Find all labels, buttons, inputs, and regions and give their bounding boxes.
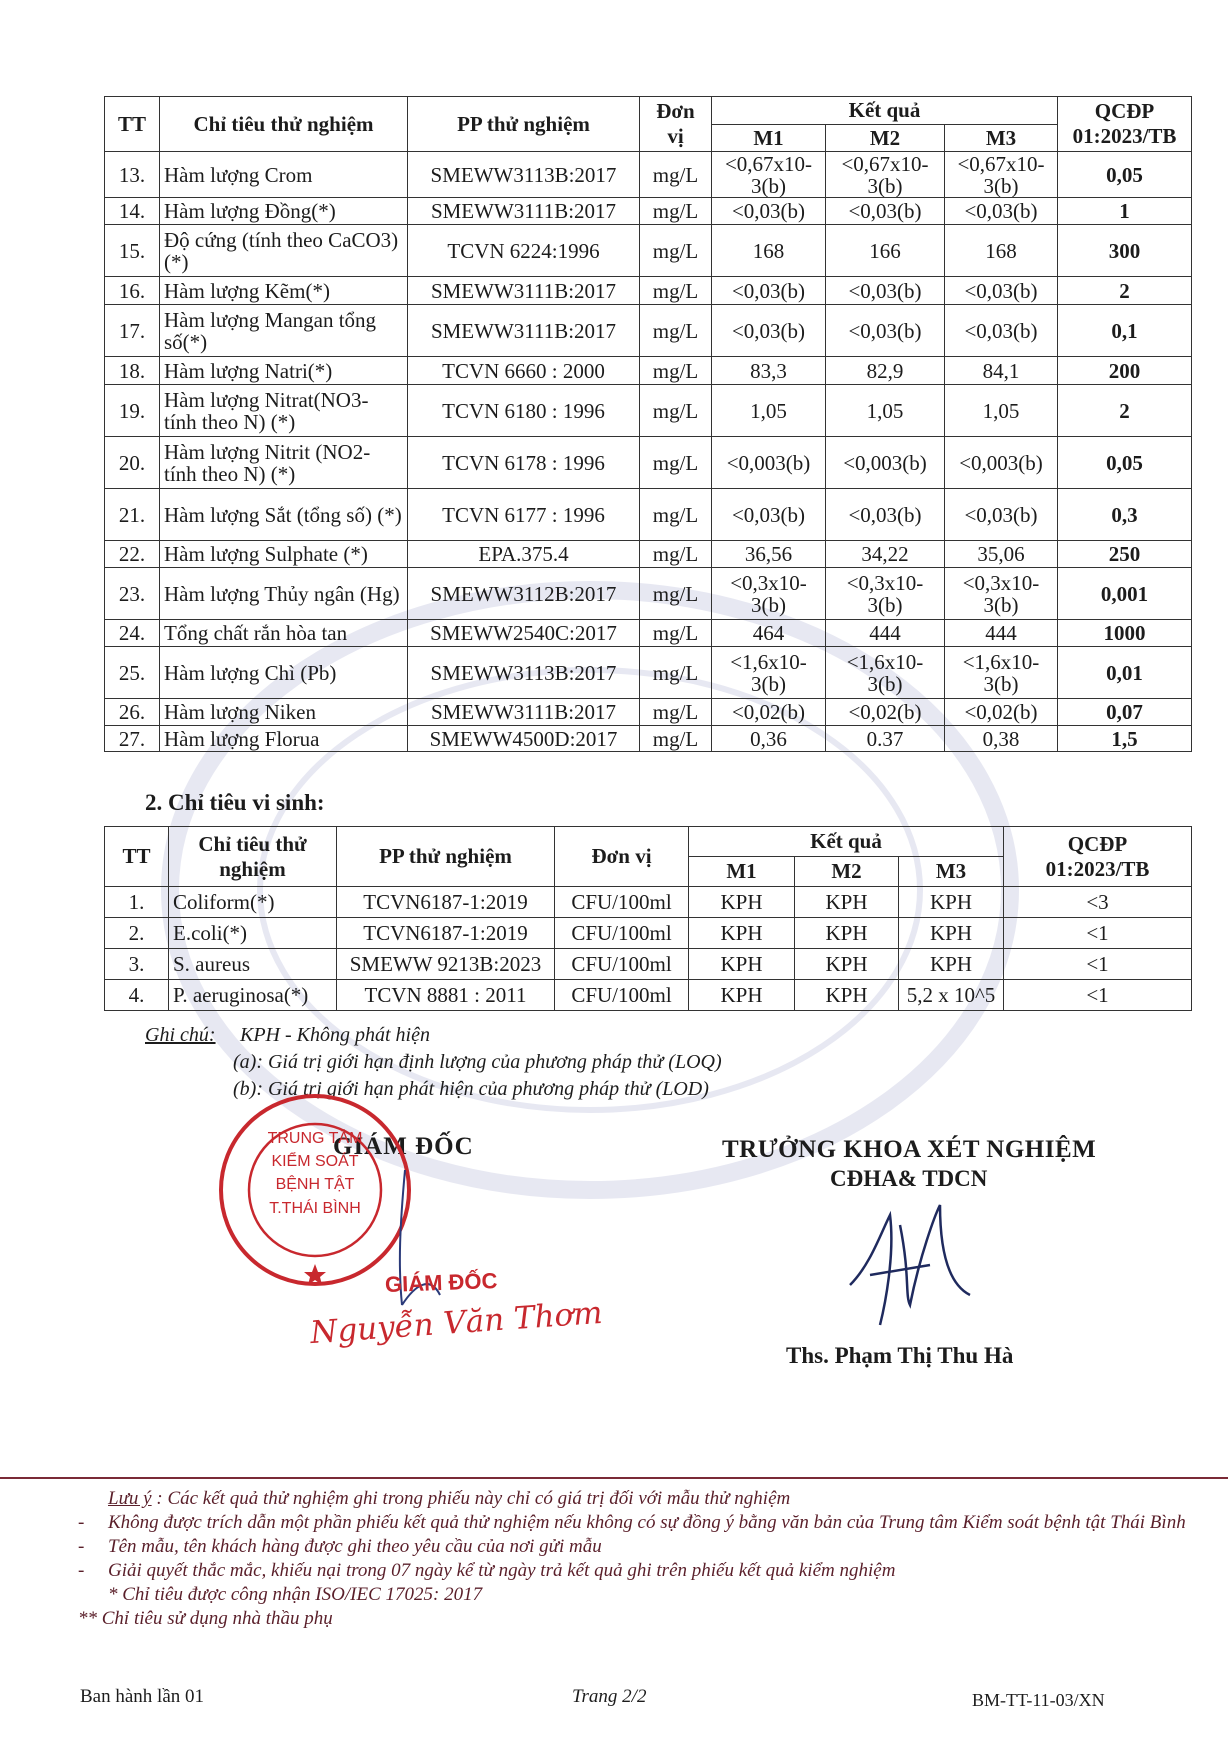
cell-name: Hàm lượng Sulphate (*): [160, 541, 408, 568]
cell-qcdp: 0,07: [1058, 699, 1192, 726]
cell-method: TCVN 6178 : 1996: [408, 437, 640, 489]
col-unit: Đơn vị: [640, 97, 712, 152]
cell-name: Hàm lượng Sắt (tổng số) (*): [160, 489, 408, 541]
cell-m3: <0,03(b): [945, 277, 1058, 305]
cell-method: TCVN 6180 : 1996: [408, 385, 640, 437]
note-kph: KPH - Không phát hiện: [240, 1024, 430, 1046]
cell-unit: mg/L: [640, 152, 712, 198]
cell-name: Hàm lượng Chì (Pb): [160, 647, 408, 699]
cell-m1: <1,6x10-3(b): [712, 647, 826, 699]
table-row: [105, 647, 1192, 699]
cell-m3: 0,38: [945, 726, 1058, 752]
cell-unit: mg/L: [640, 699, 712, 726]
cell-tt: 3.: [105, 949, 169, 980]
head-title: TRƯỞNG KHOA XÉT NGHIỆM: [722, 1136, 1097, 1163]
col-qcdp: QCĐP 01:2023/TB: [1058, 97, 1192, 152]
cell-qcdp: 0,3: [1058, 489, 1192, 541]
table-row: [105, 887, 1192, 918]
col-tt: TT: [105, 97, 160, 152]
luu-y-text: : Các kết quả thử nghiệm ghi trong phiếu này chỉ có giá trị đối với mẫu thử nghiệm: [151, 1488, 791, 1509]
cell-qcdp: 1000: [1058, 620, 1192, 647]
cell-qcdp: 250: [1058, 541, 1192, 568]
cell-method: TCVN 6224:1996: [408, 225, 640, 277]
director-red-title: GIÁM ĐỐC: [384, 1268, 498, 1297]
cell-method: SMEWW3111B:2017: [408, 277, 640, 305]
cell-m1: <0,03(b): [712, 489, 826, 541]
cell-m2: KPH: [795, 918, 899, 949]
cell-unit: CFU/100ml: [555, 918, 689, 949]
cell-method: SMEWW3111B:2017: [408, 699, 640, 726]
luu-y-label: Lưu ý: [108, 1488, 152, 1509]
col-unit: Đơn vị: [555, 827, 689, 887]
head-signature-icon: [840, 1195, 990, 1335]
table-row: [105, 489, 1192, 541]
col-indicator: Chỉ tiêu thử nghiệm: [160, 97, 408, 152]
page-number: Trang 2/2: [572, 1686, 647, 1707]
cell-m2: <0,03(b): [826, 305, 945, 357]
cell-unit: mg/L: [640, 647, 712, 699]
col-m1: M1: [689, 857, 795, 887]
note-a: (a): Giá trị giới hạn định lượng của phương pháp thử (LOQ): [233, 1051, 722, 1073]
cell-tt: 15.: [105, 225, 160, 277]
cell-m3: <0,003(b): [945, 437, 1058, 489]
footnote-divider: [0, 1477, 1228, 1479]
cell-unit: CFU/100ml: [555, 887, 689, 918]
cell-m1: 168: [712, 225, 826, 277]
cell-name: Hàm lượng Kẽm(*): [160, 277, 408, 305]
cell-method: SMEWW3113B:2017: [408, 647, 640, 699]
cell-m1: KPH: [689, 918, 795, 949]
issue-number: Ban hành lần 01: [80, 1686, 205, 1707]
head-department: CĐHA& TDCN: [830, 1166, 988, 1191]
cell-m3: KPH: [899, 949, 1004, 980]
col-m2: M2: [795, 857, 899, 887]
cell-name: Độ cứng (tính theo CaCO3) (*): [160, 225, 408, 277]
cell-unit: mg/L: [640, 357, 712, 385]
form-code: BM-TT-11-03/XN: [972, 1690, 1105, 1710]
cell-qcdp: 1: [1058, 198, 1192, 225]
cell-m2: 82,9: [826, 357, 945, 385]
cell-m2: KPH: [795, 949, 899, 980]
cell-m1: <0,03(b): [712, 198, 826, 225]
cell-m2: 166: [826, 225, 945, 277]
table-row: [105, 305, 1192, 357]
cell-m3: <0,03(b): [945, 489, 1058, 541]
cell-name: Hàm lượng Nitrit (NO2- tính theo N) (*): [160, 437, 408, 489]
cell-m3: <0,67x10-3(b): [945, 152, 1058, 198]
cell-method: TCVN 8881 : 2011: [337, 980, 555, 1011]
cell-qcdp: 0,001: [1058, 568, 1192, 620]
cell-name: Hàm lượng Crom: [160, 152, 408, 198]
stamp-text-line: KIỂM SOÁT: [271, 1153, 359, 1170]
cell-name: P. aeruginosa(*): [169, 980, 337, 1011]
cell-unit: mg/L: [640, 620, 712, 647]
cell-qcdp: 0,05: [1058, 152, 1192, 198]
table-row: [105, 568, 1192, 620]
cell-m1: 83,3: [712, 357, 826, 385]
cell-tt: 14.: [105, 198, 160, 225]
cell-m3: <0,03(b): [945, 305, 1058, 357]
footnote-item: Không được trích dẫn một phần phiếu kết quả thử nghiệm nếu không có sự đồng ý bằng văn bản của Trung tâm Kiểm soát bệnh tật Thái Bình: [108, 1512, 1186, 1533]
footnote-star2: ** Chỉ tiêu sử dụng nhà thầu phụ: [78, 1608, 333, 1629]
cell-m1: KPH: [689, 980, 795, 1011]
cell-method: TCVN 6177 : 1996: [408, 489, 640, 541]
col-method: PP thử nghiệm: [337, 827, 555, 887]
cell-method: SMEWW3111B:2017: [408, 198, 640, 225]
cell-method: SMEWW3111B:2017: [408, 305, 640, 357]
cell-m3: KPH: [899, 887, 1004, 918]
chemical-results-table: [104, 96, 1192, 752]
table-row: [105, 357, 1192, 385]
col-indicator: Chỉ tiêu thử nghiệm: [169, 827, 337, 887]
cell-tt: 1.: [105, 887, 169, 918]
cell-name: Hàm lượng Nitrat(NO3- tính theo N) (*): [160, 385, 408, 437]
cell-m3: <0,03(b): [945, 198, 1058, 225]
table-row: [105, 949, 1192, 980]
cell-m3: 444: [945, 620, 1058, 647]
cell-unit: mg/L: [640, 541, 712, 568]
col-tt: TT: [105, 827, 169, 887]
note-b: (b): Giá trị giới hạn phát hiện của phương pháp thử (LOD): [233, 1078, 709, 1100]
col-m3: M3: [945, 125, 1058, 152]
cell-unit: mg/L: [640, 568, 712, 620]
cell-qcdp: <3: [1004, 887, 1192, 918]
cell-unit: mg/L: [640, 277, 712, 305]
footnote-star1: * Chỉ tiêu được công nhận ISO/IEC 17025: 2017: [108, 1584, 483, 1605]
director-name: Nguyễn Văn Thơm: [309, 1294, 604, 1352]
cell-m1: <0,03(b): [712, 305, 826, 357]
cell-name: Tổng chất rắn hòa tan: [160, 620, 408, 647]
table-row: [105, 541, 1192, 568]
cell-m3: <1,6x10-3(b): [945, 647, 1058, 699]
cell-qcdp: 200: [1058, 357, 1192, 385]
col-result: Kết quả: [689, 827, 1004, 857]
table-row: [105, 152, 1192, 198]
cell-qcdp: 0,05: [1058, 437, 1192, 489]
cell-tt: 27.: [105, 726, 160, 752]
cell-tt: 24.: [105, 620, 160, 647]
cell-unit: mg/L: [640, 726, 712, 752]
cell-m1: KPH: [689, 887, 795, 918]
cell-name: S. aureus: [169, 949, 337, 980]
cell-qcdp: 2: [1058, 385, 1192, 437]
cell-qcdp: 300: [1058, 225, 1192, 277]
cell-m2: <0,03(b): [826, 198, 945, 225]
cell-m1: <0,003(b): [712, 437, 826, 489]
table-row: [105, 437, 1192, 489]
cell-m2: <0,003(b): [826, 437, 945, 489]
director-title: GIÁM ĐỐC: [333, 1133, 474, 1160]
cell-unit: CFU/100ml: [555, 949, 689, 980]
cell-m3: 168: [945, 225, 1058, 277]
cell-method: TCVN 6660 : 2000: [408, 357, 640, 385]
cell-name: Hàm lượng Florua: [160, 726, 408, 752]
cell-qcdp: <1: [1004, 980, 1192, 1011]
col-m2: M2: [826, 125, 945, 152]
cell-m3: <0,02(b): [945, 699, 1058, 726]
col-m1: M1: [712, 125, 826, 152]
table-row: [105, 385, 1192, 437]
cell-method: SMEWW3113B:2017: [408, 152, 640, 198]
cell-qcdp: 0,1: [1058, 305, 1192, 357]
cell-qcdp: 0,01: [1058, 647, 1192, 699]
cell-m2: <0,3x10-3(b): [826, 568, 945, 620]
cell-m1: 0,36: [712, 726, 826, 752]
cell-m1: 1,05: [712, 385, 826, 437]
cell-m3: <0,3x10-3(b): [945, 568, 1058, 620]
footnotes-block: Lưu ý : Các kết quả thử nghiệm ghi trong phiếu này chỉ có giá trị đối với mẫu thử nghiệm - Không được trích dẫn một phần phiếu kết quả thử nghiệm nếu không có sự đồng ý bằng văn bản của Trung tâm Kiểm soát bệnh tật Thái Bình - Tên mẫu, tên khách hàng được ghi theo yêu cầu của nơi gửi mẫu - Giải quyết thắc mắc, khiếu nại trong 07 ngày kể từ ngày trả kết quả ghi trên phiếu kết quả kiểm nghiệm * Chỉ tiêu được công nhận ISO/IEC 17025: 2017 ** Chỉ tiêu sử dụng nhà thầu phụ: [78, 1488, 1186, 1629]
col-result: Kết quả: [712, 97, 1058, 125]
footnote-item: Giải quyết thắc mắc, khiếu nại trong 07 ngày kể từ ngày trả kết quả ghi trên phiếu kết quả kiểm nghiệm: [108, 1560, 896, 1581]
cell-m2: 0.37: [826, 726, 945, 752]
stamp-text-line: TRUNG TÂM: [267, 1130, 363, 1147]
cell-m2: 444: [826, 620, 945, 647]
cell-m3: 1,05: [945, 385, 1058, 437]
cell-m3: KPH: [899, 918, 1004, 949]
cell-tt: 4.: [105, 980, 169, 1011]
cell-m3: 35,06: [945, 541, 1058, 568]
cell-name: Hàm lượng Niken: [160, 699, 408, 726]
cell-m2: KPH: [795, 887, 899, 918]
footnote-item: Tên mẫu, tên khách hàng được ghi theo yêu cầu của nơi gửi mẫu: [108, 1536, 602, 1557]
table-row: [105, 277, 1192, 305]
notes-label: Ghi chú:: [145, 1024, 216, 1046]
cell-m1: <0,3x10-3(b): [712, 568, 826, 620]
cell-m1: <0,02(b): [712, 699, 826, 726]
cell-name: Hàm lượng Thủy ngân (Hg): [160, 568, 408, 620]
cell-m1: KPH: [689, 949, 795, 980]
cell-name: E.coli(*): [169, 918, 337, 949]
cell-name: Coliform(*): [169, 887, 337, 918]
cell-unit: mg/L: [640, 198, 712, 225]
cell-method: SMEWW2540C:2017: [408, 620, 640, 647]
cell-qcdp: <1: [1004, 949, 1192, 980]
cell-method: EPA.375.4: [408, 541, 640, 568]
cell-tt: 16.: [105, 277, 160, 305]
stamp-text-line: T.THÁI BÌNH: [269, 1200, 361, 1217]
cell-unit: mg/L: [640, 437, 712, 489]
cell-method: SMEWW3112B:2017: [408, 568, 640, 620]
cell-tt: 26.: [105, 699, 160, 726]
cell-tt: 23.: [105, 568, 160, 620]
section-title-microbiology: 2. Chỉ tiêu vi sinh:: [145, 790, 325, 815]
cell-name: Hàm lượng Đồng(*): [160, 198, 408, 225]
cell-m1: <0,67x10-3(b): [712, 152, 826, 198]
col-method: PP thử nghiệm: [408, 97, 640, 152]
cell-tt: 18.: [105, 357, 160, 385]
table-row: [105, 620, 1192, 647]
cell-method: SMEWW 9213B:2023: [337, 949, 555, 980]
cell-tt: 20.: [105, 437, 160, 489]
cell-m2: <0,02(b): [826, 699, 945, 726]
microbiology-results-table: [104, 826, 1192, 1011]
cell-m2: <0,03(b): [826, 489, 945, 541]
cell-m2: <0,03(b): [826, 277, 945, 305]
cell-tt: 13.: [105, 152, 160, 198]
cell-m1: <0,03(b): [712, 277, 826, 305]
table-row: [105, 699, 1192, 726]
col-m3: M3: [899, 857, 1004, 887]
cell-name: Hàm lượng Natri(*): [160, 357, 408, 385]
cell-method: SMEWW4500D:2017: [408, 726, 640, 752]
cell-m2: 34,22: [826, 541, 945, 568]
cell-m1: 464: [712, 620, 826, 647]
cell-tt: 17.: [105, 305, 160, 357]
table-row: [105, 726, 1192, 752]
cell-unit: CFU/100ml: [555, 980, 689, 1011]
cell-m2: 1,05: [826, 385, 945, 437]
cell-tt: 25.: [105, 647, 160, 699]
cell-m2: KPH: [795, 980, 899, 1011]
head-name: Ths. Phạm Thị Thu Hà: [786, 1343, 1014, 1368]
stamp-text-line: BỆNH TẬT: [275, 1176, 355, 1193]
cell-unit: mg/L: [640, 225, 712, 277]
cell-method: TCVN6187-1:2019: [337, 918, 555, 949]
table-row: [105, 198, 1192, 225]
cell-unit: mg/L: [640, 489, 712, 541]
cell-qcdp: 1,5: [1058, 726, 1192, 752]
cell-m2: <0,67x10-3(b): [826, 152, 945, 198]
cell-method: TCVN6187-1:2019: [337, 887, 555, 918]
cell-m3: 5,2 x 10^5: [899, 980, 1004, 1011]
cell-unit: mg/L: [640, 305, 712, 357]
cell-qcdp: 2: [1058, 277, 1192, 305]
cell-tt: 2.: [105, 918, 169, 949]
cell-m2: <1,6x10-3(b): [826, 647, 945, 699]
table-row: [105, 980, 1192, 1011]
cell-qcdp: <1: [1004, 918, 1192, 949]
cell-tt: 21.: [105, 489, 160, 541]
table-row: [105, 918, 1192, 949]
cell-m1: 36,56: [712, 541, 826, 568]
col-qcdp: QCĐP 01:2023/TB: [1004, 827, 1192, 887]
cell-m3: 84,1: [945, 357, 1058, 385]
table-row: [105, 225, 1192, 277]
cell-tt: 19.: [105, 385, 160, 437]
cell-name: Hàm lượng Mangan tổng số(*): [160, 305, 408, 357]
cell-tt: 22.: [105, 541, 160, 568]
cell-unit: mg/L: [640, 385, 712, 437]
